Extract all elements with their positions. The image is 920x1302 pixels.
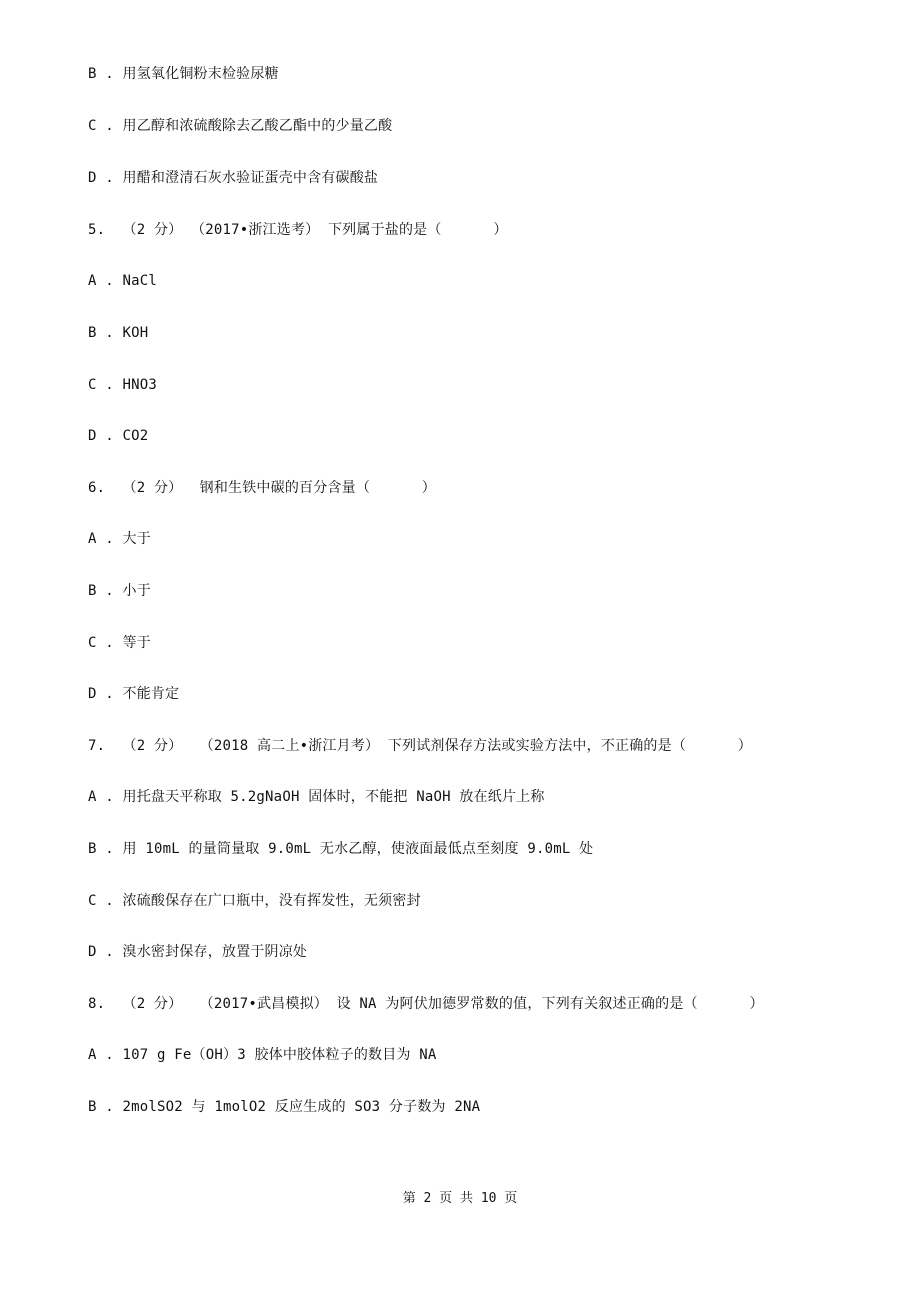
- q6-option-a: A . 大于: [88, 531, 151, 547]
- q6-option-b: B . 小于: [88, 583, 151, 599]
- q6-option-d: D . 不能肯定: [88, 686, 180, 702]
- q7-option-a: A . 用托盘天平称取 5.2gNaOH 固体时，不能把 NaOH 放在纸片上称: [88, 789, 545, 805]
- q4-option-b: B . 用氢氧化铜粉末检验尿糖: [88, 66, 279, 82]
- q4-option-d: D . 用醋和澄清石灰水验证蛋壳中含有碳酸盐: [88, 170, 379, 186]
- q7-stem: 7. （2 分） （2018 高二上•浙江月考） 下列试剂保存方法或实验方法中，不正确的是（ ）: [88, 738, 753, 754]
- q5-option-a: A . NaCl: [88, 273, 158, 289]
- q8-option-b: B . 2molSO2 与 1molO2 反应生成的 SO3 分子数为 2NA: [88, 1099, 481, 1115]
- q5-stem: 5. （2 分） （2017•浙江选考） 下列属于盐的是（ ）: [88, 222, 508, 238]
- q7-option-c: C . 浓硫酸保存在广口瓶中，没有挥发性，无须密封: [88, 893, 421, 909]
- q5-option-b: B . KOH: [88, 325, 149, 341]
- q7-option-b: B . 用 10mL 的量筒量取 9.0mL 无水乙醇，使液面最低点至刻度 9.0mL 处: [88, 841, 594, 857]
- q6-option-c: C . 等于: [88, 635, 151, 651]
- q5-option-d: D . CO2: [88, 428, 149, 444]
- q6-stem: 6. （2 分） 钢和生铁中碳的百分含量（ ）: [88, 480, 437, 496]
- q8-stem: 8. （2 分） （2017•武昌模拟） 设 NA 为阿伏加德罗常数的值，下列有关叙述正确的是（ ）: [88, 996, 764, 1012]
- page-footer: 第 2 页 共 10 页: [402, 1191, 518, 1206]
- q5-option-c: C . HNO3: [88, 377, 158, 393]
- q8-option-a: A . 107 g Fe（OH）3 胶体中胶体粒子的数目为 NA: [88, 1047, 437, 1063]
- q7-option-d: D . 溴水密封保存，放置于阴凉处: [88, 944, 308, 960]
- q4-option-c: C . 用乙醇和浓硫酸除去乙酸乙酯中的少量乙酸: [88, 118, 393, 134]
